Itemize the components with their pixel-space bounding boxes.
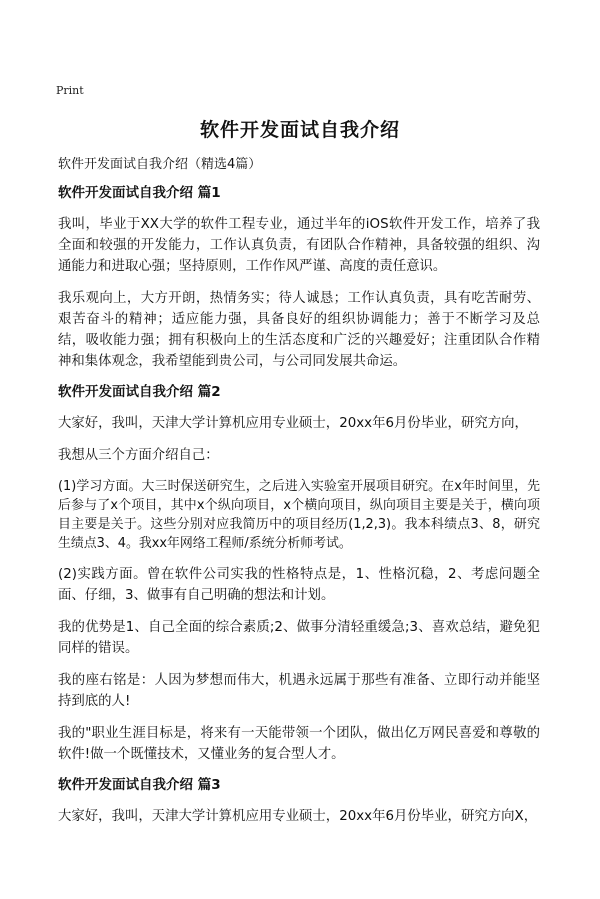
paragraph: 我想从三个方面介绍自己： [58, 448, 219, 463]
paragraph: 我的"职业生涯目标是，将来有一天能带领一个团队，做出亿万网民喜爱和尊敬的软件!做一个既懂技术，又懂业务的复合型人才。 [58, 726, 540, 762]
paragraph: (2)实践方面。曾在软件公司实我的性格特点是，1、性格沉稳，2、考虑问题全面、仔细，3、做事有自己明确的想法和计划。 [58, 567, 540, 603]
paragraph: 大家好，我叫，天津大学计算机应用专业硕士，20xx年6月份毕业，研究方向X， [58, 809, 538, 824]
document-body [58, 184, 540, 838]
paragraph: 大家好，我叫，天津大学计算机应用专业硕士，20xx年6月份毕业，研究方向， [58, 416, 528, 431]
paragraph: 我乐观向上，大方开朗，热情务实；待人诚恳；工作认真负责，具有吃苦耐劳、艰苦奋斗的精神；适应能力强，具备良好的组织协调能力；善于不断学习及总结，吸收能力强；拥有积极向上的生活态度和广泛的兴趣爱好；注重团队合作精神和集体观念，我希望能到贵公司，与公司同发展共命运。 [58, 291, 540, 369]
paragraph: 我叫，毕业于XX大学的软件工程专业，通过半年的iOS软件开发工作，培养了我全面和较强的开发能力，工作认真负责，有团队合作精神，具备较强的组织、沟通能力和进取心强；坚持原则，工作作风严谨、高度的责任意识。 [58, 217, 540, 274]
section-heading: 软件开发面试自我介绍 篇1 [58, 185, 221, 201]
section-heading: 软件开发面试自我介绍 篇3 [58, 777, 221, 793]
print-link[interactable]: Print [56, 84, 84, 97]
page-title: 软件开发面试自我介绍 [199, 119, 400, 141]
paragraph: 我的优势是1、自己全面的综合素质;2、做事分清轻重缓急;3、喜欢总结，避免犯同样的错误。 [58, 620, 540, 656]
paragraph: 我的座右铭是：人因为梦想而伟大，机遇永远属于那些有准备、立即行动并能坚持到底的人! [58, 673, 540, 709]
section-heading: 软件开发面试自我介绍 篇2 [58, 384, 221, 400]
document-subtitle: 软件开发面试自我介绍（精选4篇） [58, 157, 262, 172]
paragraph: (1)学习方面。大三时保送研究生，之后进入实验室开展项目研究。在x年时间里，先后参与了x个项目，其中x个纵向项目，x个横向项目，纵向项目主要是关于，横向项目主要是关于。这些分别对应我简历中的项目经历(1,2,3)。我本科绩点3、8，研究生绩点3、4。我xx年网络工程师/系统分析师考试。 [58, 479, 540, 551]
